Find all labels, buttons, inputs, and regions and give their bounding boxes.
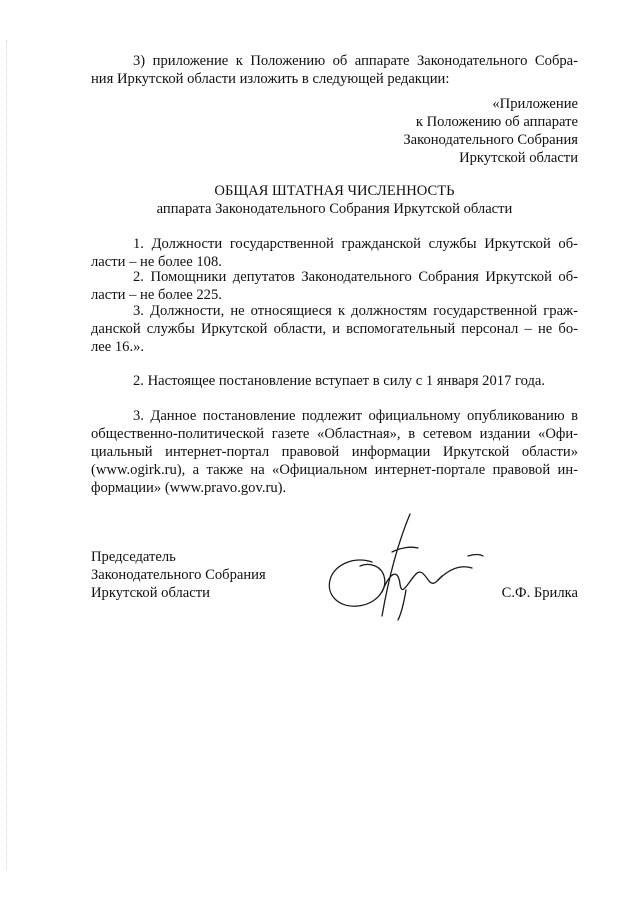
item-1-line-1: 1. Должности государственной гражданской службы Иркутской об- xyxy=(133,236,578,252)
attachment-header-line-3: Законодательного Собрания xyxy=(403,132,578,148)
signatory-title-line-3: Иркутской области xyxy=(91,585,210,601)
clause-2: 2. Настоящее постановление вступает в силу с 1 января 2017 года. xyxy=(133,373,546,389)
clause-3-line-5: формации» (www.pravo.gov.ru). xyxy=(91,480,287,496)
clause-3-line-3: циальный интернет-портал правовой информации Иркутской области» xyxy=(91,444,578,460)
item-1-line-2: ласти – не более 108. xyxy=(91,254,222,270)
scan-margin-marks xyxy=(6,40,8,870)
intro-line-2: ния Иркутской области изложить в следующей редакции: xyxy=(91,71,450,87)
item-3-line-1: 3. Должности, не относящиеся к должностям государственной граж- xyxy=(133,303,578,319)
attachment-header-line-4: Иркутской области xyxy=(459,150,578,166)
attachment-header-line-2: к Положению об аппарате xyxy=(415,114,578,130)
document-subtitle: аппарата Законодательного Собрания Иркутской области xyxy=(156,201,513,217)
document-title: ОБЩАЯ ШТАТНАЯ ЧИСЛЕННОСТЬ xyxy=(214,183,455,199)
clause-3-line-1: 3. Данное постановление подлежит официальному опубликованию в xyxy=(133,408,578,424)
item-3-line-3: лее 16.». xyxy=(91,339,145,355)
item-2-line-1: 2. Помощники депутатов Законодательного Собрания Иркутской об- xyxy=(133,269,578,285)
signatory-title-line-1: Председатель xyxy=(91,549,176,565)
clause-3-line-4: (www.ogirk.ru), а также на «Официальном интернет-портале правовой ин- xyxy=(91,462,578,478)
item-2-line-2: ласти – не более 225. xyxy=(91,287,222,303)
intro-line-1: 3) приложение к Положению об аппарате Законодательного Собра- xyxy=(133,53,578,69)
attachment-header-line-1: «Приложение xyxy=(492,96,578,112)
signatory-name: С.Ф. Брилка xyxy=(501,585,578,601)
clause-3-line-2: общественно-политической газете «Областная», в сетевом издании «Офи- xyxy=(91,426,578,442)
signatory-title-line-2: Законодательного Собрания xyxy=(91,567,266,583)
item-3-line-2: данской службы Иркутской области, и вспомогательный персонал – не бо- xyxy=(91,321,578,337)
handwritten-signature xyxy=(320,512,485,627)
